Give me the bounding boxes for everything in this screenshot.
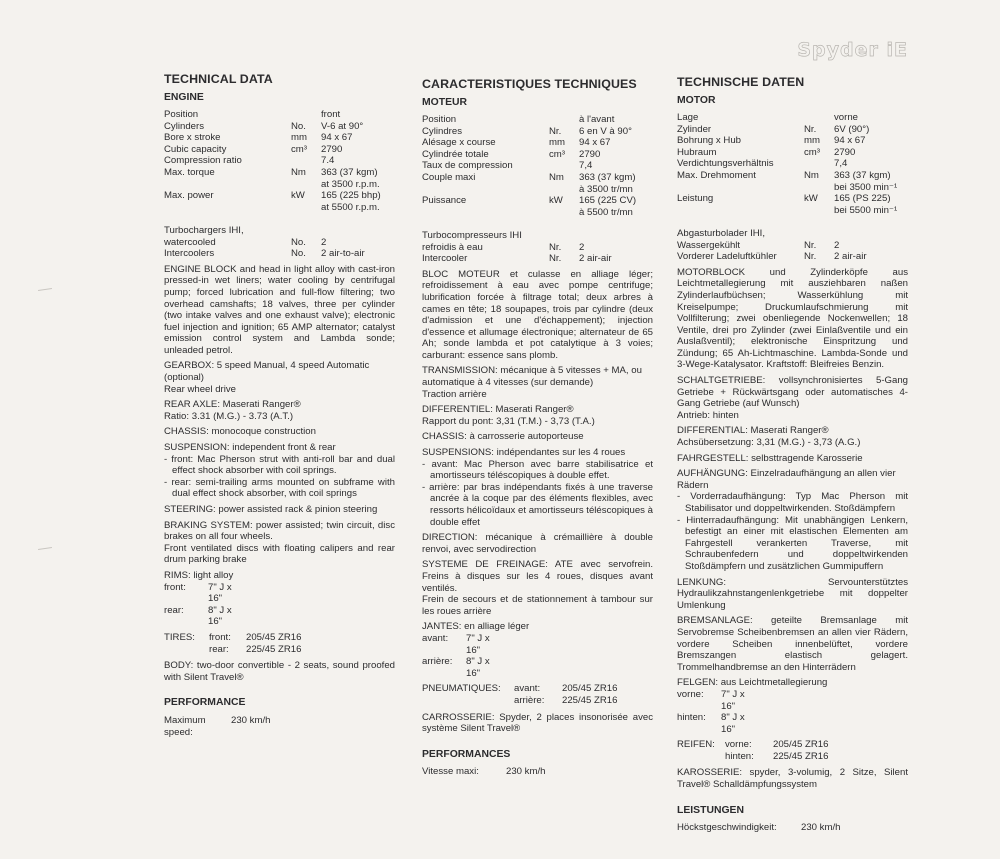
spec-label: watercooled [164, 236, 216, 248]
spec-value: 7,4 [834, 158, 848, 170]
spec-value [321, 225, 395, 237]
spec-label: Intercoolers [164, 248, 215, 260]
body-text: KAROSSERIE: spyder, 3-volumig, 2 Sitze, Silent Travel® Schalldämpfungssystem [677, 767, 908, 791]
spec-label: Bore x stroke [164, 132, 221, 144]
suspension-text: SUSPENSION: independent front & rear [164, 442, 336, 454]
braking-text-2: Front ventilated discs with floating calipers and rear drum parking brake [164, 542, 395, 566]
spec-label [164, 202, 291, 214]
spec-unit: kW [291, 190, 305, 202]
spec-label: Zylinder [677, 123, 712, 135]
spec-label [677, 205, 804, 217]
chassis-text: CHASSIS: à carrosserie autoporteuse [422, 431, 584, 443]
body-text: BODY: two-door convertible - 2 seats, sound proofed with Silent Travel® [164, 660, 395, 683]
tires-list: TIRES: front: 205/45 ZR16 rear: 225/45 ZR16 [164, 631, 302, 655]
column-german [677, 75, 908, 834]
braking-text: SYSTEME DE FREINAGE: ATE avec servofrein. Freins à disques sur les 4 roues, disques avant ventilés. [422, 559, 653, 594]
spec-value: 94 x 67 [321, 132, 353, 144]
spec-label: Bohrung x Hub [677, 135, 741, 147]
spec-unit [549, 230, 579, 242]
engine-block-text: ENGINE BLOCK and head in light alloy with cast-iron pressed-in wet liners; water cooling by centrifugal pump; forced lubrication and full-flow filtering; two overhead camshafts; 18 valves, three per cylinder (two intake valves and one exhaust valve); electronic fuel injection and ignition; 65 AMP alternator; catalyst emission control system and Lambda sonde; unleaded petrol. [164, 263, 395, 356]
spec-value: 6V (90°) [834, 123, 870, 135]
spec-unit [549, 184, 579, 196]
spec-unit [549, 160, 579, 172]
steering-text: LENKUNG: Servounterstütztes Hydraulikzahnstangenlenkgetriebe mit doppelter Umlenkung [677, 576, 908, 611]
max-speed-row: Höckstgeschwindigkeit: 230 km/h [677, 822, 841, 834]
rims-label: RIMS: light alloy [164, 569, 234, 581]
spec-unit: kW [804, 193, 818, 205]
rims-list: front: 7" J x 16" rear: 8" J x 16" [164, 581, 232, 628]
spec-unit: Nr. [549, 241, 562, 253]
spec-unit: Nm [549, 171, 564, 183]
spec-unit: mm [549, 137, 565, 149]
braking-text: BRAKING SYSTEM: power assisted; twin circuit, disc brakes on all four wheels. [164, 519, 395, 543]
chassis-text: CHASSIS: monocoque construction [164, 426, 316, 438]
spec-value: vorne [834, 112, 858, 123]
spec-label: Cubic capacity [164, 143, 227, 155]
gearbox-text: SCHALTGETRIEBE: vollsynchronisiertes 5-Gang Getriebe + Rückwärtsgang oder automatisches 4-Gang Getriebe (auf Wunsch) Antrieb: hinten [677, 375, 908, 421]
braking-text: BREMSANLAGE: geteilte Bremsanlage mit Servobremse Scheibenbremsen an allen vier Rädern, vordere Scheiben innenbelüftet, vordere Bremszangen elastisch gelagert. Trommelhandbremse an den Hinterrädern [677, 615, 908, 673]
spec-unit: No. [291, 236, 306, 248]
page-crease [38, 547, 52, 550]
spec-value: 2 air-air [834, 251, 867, 263]
spec-unit [291, 213, 321, 225]
spec-value: 165 (PS 225) [834, 193, 891, 205]
engine-spec-table [164, 109, 395, 260]
section-title: CARACTERISTIQUES TECHNIQUES [422, 77, 637, 91]
rims-list: vorne: 7" J x 16" hinten: 8" J x 16" [677, 688, 745, 735]
engine-block-text: MOTORBLOCK und Zylinderköpfe aus Leichtmetallegierung mit ausziehbaren naßen Zylinderlaufbüchsen; Wasserkühlung mit Kreiselpumpe; Druckumlaufschmierung mit Vollfilterung; zwei obenliegende Nockenwellen; 18 Ventile, drei pro Zylinder (zwei Einlaßventile und ein Auslaßventil); elektronische Einspritzung und Zündung; 65 Ah-Lichtmaschine. Lambda-Sonde und 3-Wege-Katalysator. Kraftstoff: Bleifreies Benzin. [677, 266, 908, 371]
gearbox-text: GEARBOX: 5 speed Manual, 4 speed Automatic (optional) Rear wheel drive [164, 360, 370, 395]
rims-label: JANTES: en alliage léger [422, 621, 530, 633]
spec-unit: mm [291, 132, 307, 144]
differential-text: DIFFERENTIAL: Maserati Ranger® Achsübersetzung: 3,31 (M.G.) - 3,73 (A.G.) [677, 425, 861, 449]
spec-unit [291, 202, 321, 214]
spec-unit: kW [549, 195, 563, 207]
spec-label: Verdichtungsverhältnis [677, 158, 774, 170]
spec-label [422, 218, 549, 230]
spec-label: Turbochargers IHI, [164, 224, 244, 236]
spec-unit [549, 114, 579, 126]
spec-label: Intercooler [422, 253, 468, 265]
spec-value: 363 (37 kgm) [321, 166, 378, 178]
rims-list: avant: 7" J x 16" arrière: 8" J x 16" [422, 632, 490, 679]
engine-spec-table [422, 114, 653, 265]
spec-unit [291, 109, 321, 121]
spec-label: Max. power [164, 190, 214, 202]
spec-label: Position [422, 114, 457, 125]
column-french [422, 77, 653, 778]
spec-value: 94 x 67 [579, 137, 611, 149]
spec-label: Max. torque [164, 166, 215, 178]
spec-value: 7,4 [579, 160, 593, 172]
spec-unit: cm³ [549, 148, 565, 160]
engine-heading: MOTEUR [422, 97, 468, 108]
spec-value: 2790 [834, 146, 856, 158]
engine-heading: ENGINE [164, 92, 204, 103]
spec-label [677, 182, 804, 194]
tires-list: PNEUMATIQUES: avant: 205/45 ZR16 arrière: 225/45 ZR16 [422, 683, 618, 706]
spec-label: Cylindres [422, 125, 462, 137]
suspension-front-text: - Vorderradaufhängung: Typ Mac Pherson mit Stabilisator und doppeltwirkenden. Stoßdämpfern [677, 491, 908, 514]
spec-value: 2 air-air [579, 253, 612, 265]
suspension-front-text: - avant: Mac Pherson avec barre stabilisatrice et amortisseurs téléscopiques à double effet. [422, 458, 653, 482]
engine-heading: MOTOR [677, 95, 716, 106]
body-text: CARROSSERIE: Spyder, 2 places insonorisée avec système Silent Travel® [422, 711, 653, 735]
braking-text-2: Frein de secours et de stationnement à tambour sur les roues arrière [422, 594, 653, 617]
spec-unit: cm³ [804, 146, 820, 158]
spec-value: 94 x 67 [834, 135, 866, 147]
spec-unit: Nr. [549, 253, 562, 265]
spec-value: à 5500 tr/mn [579, 206, 633, 218]
spec-unit [804, 205, 834, 217]
suspension-front-text: - front: Mac Pherson strut with anti-roll bar and dual effect shock absorber with coil springs. [164, 453, 395, 477]
spec-value: 7.4 [321, 155, 335, 167]
spec-label: Puissance [422, 195, 467, 207]
spec-label: Wassergekühlt [677, 239, 741, 251]
spec-unit [291, 179, 321, 191]
spec-value: 2 [579, 241, 585, 253]
spec-unit: Nr. [804, 239, 817, 251]
spec-label: Vorderer Ladeluftkühler [677, 251, 777, 263]
spec-unit [804, 216, 834, 228]
spec-label [164, 179, 291, 191]
spec-value: à l'avant [579, 114, 615, 125]
spec-value [834, 216, 908, 228]
spec-label [164, 213, 291, 225]
spec-value: bei 3500 min⁻¹ [834, 181, 898, 193]
spec-value: 2790 [321, 143, 343, 155]
spec-label [422, 184, 549, 196]
page-crease [38, 288, 52, 291]
spec-unit [549, 218, 579, 230]
spec-value [579, 218, 653, 230]
tires-list: REIFEN: vorne: 205/45 ZR16 hinten: 225/45 ZR16 [677, 739, 829, 762]
suspension-rear-text: - Hinterradaufhängung: Mit unabhängigen Lenkern, befestigt an einer mit elastischen Elementen am Fahrgestell verankerten Traverse, mit Schraubenfedern und doppeltwirkenden Stoßdämpfern und zusätzlichen Gummipuffern [677, 514, 908, 572]
spec-unit [291, 155, 321, 167]
spec-label: Taux de compression [422, 160, 513, 172]
spec-label: refroidis à eau [422, 241, 483, 253]
brand-logo: Spyder iE [797, 39, 908, 61]
spec-label: Abgasturbolader IHI, [677, 227, 765, 239]
spec-label: Turbocompresseurs IHI [422, 229, 522, 241]
max-speed-row: Maximum speed: 230 km/h [164, 714, 271, 738]
spec-unit: No. [291, 120, 306, 132]
spec-unit [804, 112, 834, 124]
spec-label: Hubraum [677, 146, 717, 158]
rims-label: FELGEN: aus Leichtmetallegierung [677, 677, 828, 689]
engine-block-text: BLOC MOTEUR et culasse en alliage léger; refroidissement à eau avec pompe centrifuge; lubrification forcée à filtrage total; deux arbres à cames en tête; 18 soupapes, trois par cylindre (deux d'admission et une d'échappement); injection d'essence et allumage électronique; alternateur de 65 Ah; sonde lambda et pot catalytique à 3 voies; carburant: essence sans plomb. [422, 268, 653, 361]
performance-heading: PERFORMANCE [164, 697, 246, 709]
spec-label [422, 207, 549, 219]
spec-value: front [321, 109, 341, 120]
spec-unit [804, 228, 834, 240]
spec-unit: Nr. [804, 123, 817, 135]
spec-value: 165 (225 bhp) [321, 190, 381, 202]
spec-label: Lage [677, 112, 699, 123]
spec-value: at 5500 r.p.m. [321, 201, 380, 213]
spec-value: 2 [321, 236, 327, 248]
spec-unit [804, 182, 834, 194]
suspension-text: SUSPENSIONS: indépendantes sur les 4 roues [422, 447, 626, 459]
spec-label: Cylinders [164, 120, 204, 132]
spec-unit: Nm [804, 169, 819, 181]
spec-value: 2 [834, 239, 840, 251]
steering-text: DIRECTION: mécanique à crémaillière à double renvoi, avec servodirection [422, 532, 653, 555]
performance-heading: PERFORMANCES [422, 748, 511, 760]
spec-value [321, 213, 395, 225]
steering-text: STEERING: power assisted rack & pinion steering [164, 504, 378, 515]
spec-value: 2790 [579, 148, 601, 160]
spec-value: 6 en V à 90° [579, 125, 632, 137]
suspension-text: AUFHÄNGUNG: Einzelradaufhängung an allen vier Rädern [677, 468, 896, 491]
spec-unit: Nm [291, 166, 306, 178]
spec-unit [549, 207, 579, 219]
spec-value: 363 (37 kgm) [579, 171, 636, 183]
transmission-text: TRANSMISSION: mécanique à 5 vitesses + MA, ou automatique à 4 vitesses (sur demande) Traction arrière [422, 365, 642, 400]
section-title: TECHNICAL DATA [164, 72, 273, 86]
spec-unit: cm³ [291, 143, 307, 155]
spec-unit [804, 158, 834, 170]
spec-value [579, 230, 653, 242]
suspension-rear-text: - rear: semi-trailing arms mounted on subframe with dual effect shock absorber, with coil springs [164, 476, 395, 500]
rear-axle-text: REAR AXLE: Maserati Ranger® Ratio: 3.31 (M.G.) - 3.73 (A.T.) [164, 399, 301, 422]
suspension-rear-text: - arrière: par bras indépendants fixés à une traverse ancrée à la coque par des éléments flexibles, avec ressorts hélicoïdaux et amortisseurs téléscopiques à double effet [422, 481, 653, 528]
spec-unit [291, 225, 321, 237]
spec-value: 2 air-to-air [321, 248, 365, 260]
spec-unit: Nr. [549, 125, 562, 137]
spec-label: Leistung [677, 193, 714, 205]
spec-value [834, 228, 908, 240]
spec-value: V-6 at 90° [321, 120, 364, 132]
spec-unit: mm [804, 135, 820, 147]
engine-spec-table [677, 112, 908, 263]
spec-label [677, 216, 804, 228]
spec-unit: Nr. [804, 251, 817, 263]
differential-text: DIFFERENTIEL: Maserati Ranger® Rapport du pont: 3,31 (T.M.) - 3,73 (T.A.) [422, 404, 595, 427]
max-speed-row: Vitesse maxi: 230 km/h [422, 766, 546, 778]
spec-value: 363 (37 kgm) [834, 169, 891, 181]
spec-label: Position [164, 109, 199, 120]
performance-heading: LEISTUNGEN [677, 804, 744, 816]
spec-unit: No. [291, 248, 306, 260]
spec-label: Max. Drehmoment [677, 169, 756, 181]
chassis-text: FAHRGESTELL: selbsttragende Karosserie [677, 452, 863, 464]
spec-value: at 3500 r.p.m. [321, 178, 380, 190]
spec-value: à 3500 tr/mn [579, 183, 633, 195]
spec-label: Alésage x course [422, 137, 496, 149]
spec-label: Couple maxi [422, 171, 476, 183]
spec-label: Cylindrée totale [422, 148, 489, 160]
spec-value: bei 5500 min⁻¹ [834, 204, 898, 216]
column-english [164, 72, 395, 738]
spec-label: Compression ratio [164, 155, 242, 167]
spec-value: 165 (225 CV) [579, 195, 637, 207]
section-title: TECHNISCHE DATEN [677, 75, 805, 89]
